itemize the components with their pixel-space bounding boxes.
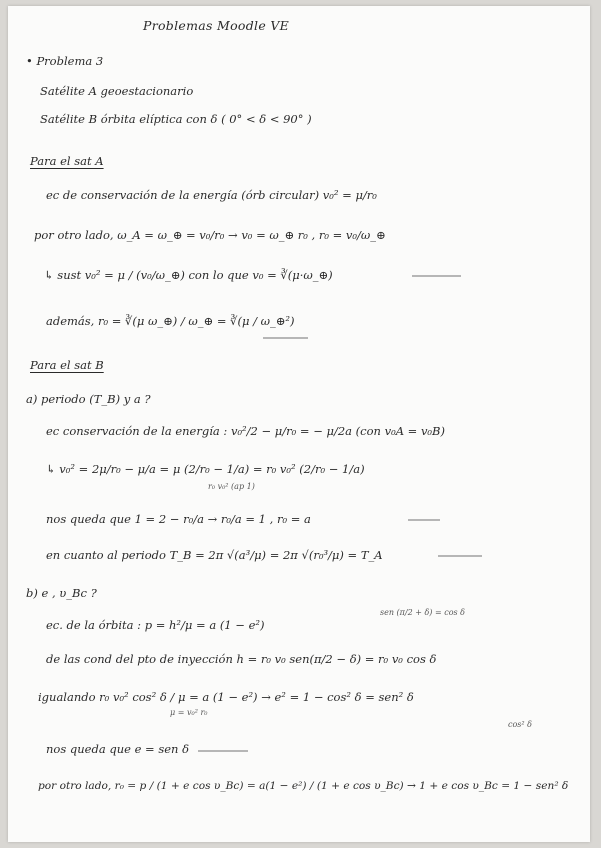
part-a-period-line: en cuanto al periodo T_B = 2π √(a³/μ) = 2π √(r₀³/μ) = T_A bbox=[46, 548, 383, 562]
part-b-equating-line: igualando r₀ v₀² cos² δ / μ = a (1 − e²) → e² = 1 − cos² δ = sen² δ bbox=[38, 690, 414, 704]
section-a-heading: Para el sat A bbox=[30, 154, 104, 168]
page-title: Problemas Moodle VE bbox=[143, 18, 290, 33]
ademas-line: además, r₀ = ∛(μ ω_⊕) / ω_⊕ = ∛(μ / ω_⊕²) bbox=[46, 314, 295, 328]
part-b-heading: b) e , υ_Bc ? bbox=[26, 586, 97, 600]
part-b-cos-note: cos² δ bbox=[508, 720, 532, 729]
part-b-eccentricity-line: nos queda que e = sen δ bbox=[46, 742, 190, 756]
part-a-heading: a) periodo (T_B) y a ? bbox=[26, 392, 151, 406]
satellite-a-line: Satélite A geoestacionario bbox=[40, 84, 194, 98]
substitution-line: ↳ sust v₀² = μ / (v₀/ω_⊕) con lo que v₀ = ∛(μ·ω_⊕) bbox=[44, 268, 333, 282]
part-b-orbit-line: ec. de la órbita : p = h²/μ = a (1 − e²) bbox=[46, 618, 265, 632]
notebook-page bbox=[8, 6, 590, 842]
part-b-injection-line: de las cond del pto de inyección h = r₀ v₀ sen(π/2 − δ) = r₀ v₀ cos δ bbox=[46, 652, 437, 666]
section-b-heading: Para el sat B bbox=[30, 358, 104, 372]
part-a-energy-line: ec conservación de la energía : v₀²/2 − μ/r₀ = − μ/2a (con v₀A = v₀B) bbox=[46, 424, 445, 438]
energy-line: ec de conservación de la energía (órb circular) v₀² = μ/r₀ bbox=[46, 188, 377, 202]
part-a-margin-note: r₀ v₀² (ap 1) bbox=[208, 482, 255, 491]
part-b-sen-note: sen (π/2 + δ) = cos δ bbox=[380, 608, 465, 617]
other-side-line: por otro lado, ω_A = ω_⊕ = v₀/r₀ → v₀ = ω_⊕ r₀ , r₀ = v₀/ω_⊕ bbox=[34, 228, 386, 242]
part-a-result-line: nos queda que 1 = 2 − r₀/a → r₀/a = 1 , r₀ = a bbox=[46, 512, 311, 526]
part-b-mu-note: μ = v₀² r₀ bbox=[170, 708, 208, 717]
part-b-other-line: por otro lado, r₀ = p / (1 + e cos υ_Bc) = a(1 − e²) / (1 + e cos υ_Bc) → 1 + e cos υ_Bc = 1 − sen² δ bbox=[38, 780, 569, 792]
problem-label: • Problema 3 bbox=[26, 54, 104, 68]
part-a-substitution-line: ↳ v₀² = 2μ/r₀ − μ/a = μ (2/r₀ − 1/a) = r₀ v₀² (2/r₀ − 1/a) bbox=[46, 462, 365, 476]
satellite-b-line: Satélite B órbita elíptica con δ ( 0° < δ < 90° ) bbox=[40, 112, 312, 126]
